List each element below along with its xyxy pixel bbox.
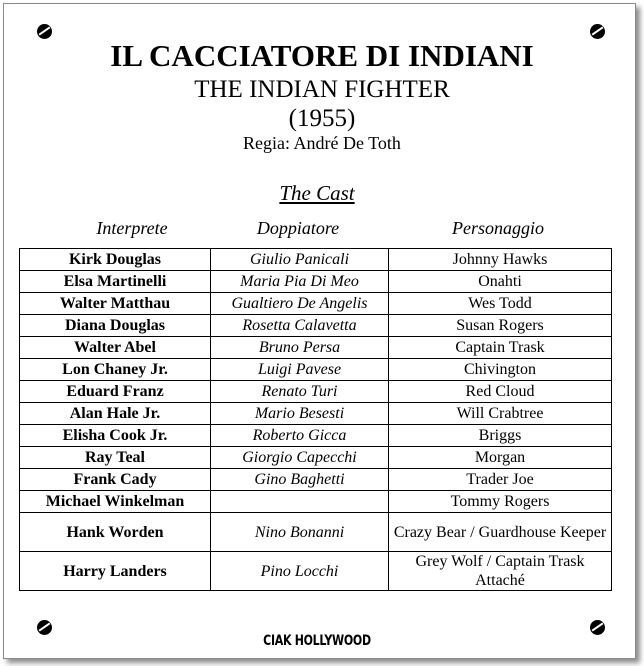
table-row bbox=[20, 425, 612, 447]
original-title: THE INDIAN FIGHTER bbox=[194, 76, 450, 103]
table-row bbox=[20, 469, 612, 491]
cell-role: Crazy Bear / Guardhouse Keeper bbox=[389, 513, 612, 552]
director-credit: Regia: André De Toth bbox=[243, 133, 401, 153]
cell-actor: Elisha Cook Jr. bbox=[20, 425, 211, 447]
ciak-hollywood-logo: CIAK HOLLYWOOD bbox=[263, 632, 371, 649]
cell-dubber: Luigi Pavese bbox=[211, 359, 389, 381]
cell-actor: Walter Matthau bbox=[20, 293, 211, 315]
cell-dubber: Pino Locchi bbox=[211, 552, 389, 591]
cell-role: Wes Todd bbox=[389, 293, 612, 315]
cell-role: Will Crabtree bbox=[389, 403, 612, 425]
table-row bbox=[20, 491, 612, 513]
table-row bbox=[20, 337, 612, 359]
cell-role: Onahti bbox=[389, 271, 612, 293]
table-row bbox=[20, 381, 612, 403]
table-row bbox=[20, 249, 612, 271]
cell-actor: Walter Abel bbox=[20, 337, 211, 359]
table-row bbox=[20, 447, 612, 469]
cell-actor: Elsa Martinelli bbox=[20, 271, 211, 293]
cell-dubber: Gino Baghetti bbox=[211, 469, 389, 491]
table-row bbox=[20, 403, 612, 425]
cell-role: Morgan bbox=[389, 447, 612, 469]
cell-actor: Harry Landers bbox=[20, 552, 211, 591]
cell-dubber: Roberto Gicca bbox=[211, 425, 389, 447]
table-row bbox=[20, 552, 612, 591]
release-year: (1955) bbox=[288, 105, 356, 132]
cell-dubber: Nino Bonanni bbox=[211, 513, 389, 552]
cell-dubber bbox=[211, 491, 389, 513]
cell-actor: Frank Cady bbox=[20, 469, 211, 491]
cell-dubber: Mario Besesti bbox=[211, 403, 389, 425]
cell-actor: Hank Worden bbox=[20, 513, 211, 552]
cell-role: Briggs bbox=[389, 425, 612, 447]
cell-role: Captain Trask bbox=[389, 337, 612, 359]
cell-actor: Eduard Franz bbox=[20, 381, 211, 403]
table-row bbox=[20, 513, 612, 552]
cell-actor: Ray Teal bbox=[20, 447, 211, 469]
cell-dubber: Rosetta Calavetta bbox=[211, 315, 389, 337]
column-header-personaggio: Personaggio bbox=[452, 218, 544, 238]
column-header-doppiatore: Doppiatore bbox=[256, 218, 340, 238]
cell-dubber: Bruno Persa bbox=[211, 337, 389, 359]
table-row bbox=[20, 293, 612, 315]
column-header-interprete: Interprete bbox=[96, 218, 168, 238]
cell-role: Red Cloud bbox=[389, 381, 612, 403]
cell-dubber: Giulio Panicali bbox=[211, 249, 389, 271]
cell-role: Susan Rogers bbox=[389, 315, 612, 337]
cell-actor: Kirk Douglas bbox=[20, 249, 211, 271]
cell-dubber: Gualtiero De Angelis bbox=[211, 293, 389, 315]
table-row bbox=[20, 271, 612, 293]
cell-role: Tommy Rogers bbox=[389, 491, 612, 513]
cell-dubber: Giorgio Capecchi bbox=[211, 447, 389, 469]
italian-title: IL CACCIATORE DI INDIANI bbox=[110, 38, 534, 73]
cell-dubber: Renato Turi bbox=[211, 381, 389, 403]
cell-actor: Michael Winkelman bbox=[20, 491, 211, 513]
cell-role: Johnny Hawks bbox=[389, 249, 612, 271]
screw-icon-top-right bbox=[590, 24, 605, 39]
cell-dubber: Maria Pia Di Meo bbox=[211, 271, 389, 293]
cell-role: Trader Joe bbox=[389, 469, 612, 491]
cast-table bbox=[19, 248, 612, 591]
cell-actor: Alan Hale Jr. bbox=[20, 403, 211, 425]
table-row bbox=[20, 315, 612, 337]
cell-actor: Diana Douglas bbox=[20, 315, 211, 337]
cell-role: Chivington bbox=[389, 359, 612, 381]
cell-role: Grey Wolf / Captain Trask Attaché bbox=[389, 552, 612, 591]
cast-heading: The Cast bbox=[279, 181, 355, 205]
screw-icon-top-left bbox=[37, 24, 52, 39]
table-row bbox=[20, 359, 612, 381]
cell-actor: Lon Chaney Jr. bbox=[20, 359, 211, 381]
